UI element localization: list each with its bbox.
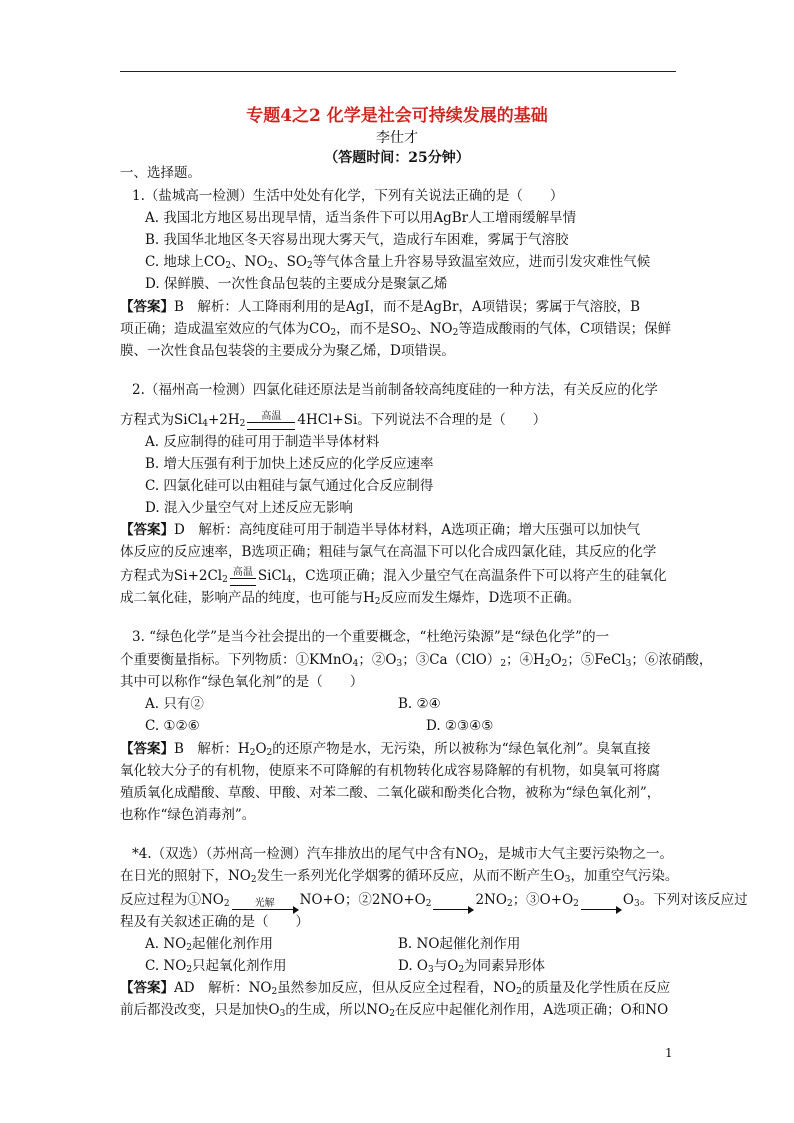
q2-option-c: C. 四氯化硅可以由粗硅与氯气通过化合反应制得 xyxy=(145,478,434,494)
q2-answer-line-4: 成二氧化硅，影响产品的纯度，也可能与$H_2$反应而发生爆炸，D选项不正确。 xyxy=(120,590,581,607)
q2-stem-line-2: 方程式为$SiCl_4+2H_2$ 高温 4HCl+Si。下列说法不合理的是（ ） xyxy=(120,411,547,429)
q1-answer-line-2: 项正确；造成温室效应的气体为$CO_2$，而不是$SO_2$、$NO_2$等造成酸雨的气体，C项错误；保鲜 xyxy=(120,321,672,338)
q3-stem-line-2: 个重要衡量指标。下列物质：①KMnO$_4$；$②O_3$；$③Ca(ClO)_2$；$④H_2O_2$；⑤FeCl$_3$；⑥浓硝酸， xyxy=(120,652,713,669)
q1-option-b: B. 我国华北地区冬天容易出现大雾天气，造成行车困难，雾属于气溶胶 xyxy=(145,232,569,248)
document-title: 专题4之2 化学是社会可持续发展的基础 xyxy=(246,106,548,126)
q3-option-b: B. ②④ xyxy=(398,696,441,712)
q4-reaction-arrow-3 xyxy=(581,899,621,910)
q2-option-a: A. 反应制得的硅可用于制造半导体材料 xyxy=(145,434,380,450)
q1-option-a: A. 我国北方地区易出现旱情，适当条件下可以用AgBr人工增雨缓解旱情 xyxy=(145,210,577,226)
q4-option-b: B. NO起催化剂作用 xyxy=(398,936,521,952)
q4-reaction-arrow-2 xyxy=(433,899,473,910)
q4-stem-line-1: *4.（双选）（苏州高一检测）汽车排放出的尾气中含有$NO_2$，是城市大气主要污染物之一。 xyxy=(132,846,673,863)
q2-option-d: D. 混入少量空气对上述反应无影响 xyxy=(145,500,353,516)
q4-answer-line-1: 【答案】AD 解析：$NO_2$虽然参加反应，但从反应全过程看，$NO_2$的质量及化学性质在反应 xyxy=(120,980,671,997)
author: 李仕才 xyxy=(376,130,418,146)
q1-stem: 1.（盐城高一检测）生活中处处有化学，下列有关说法正确的是（ ） xyxy=(132,188,564,204)
q4-option-c: C. $NO_2$只起氧化剂作用 xyxy=(145,958,287,975)
q4-stem-line-4: 程及有关叙述正确的是（ ） xyxy=(120,914,309,930)
q3-option-a: A. 只有② xyxy=(145,696,204,712)
q3-answer-line-3: 殖质氧化成醋酸、草酸、甲酸、对苯二酸、二氧化碳和酚类化合物，被称为“绿色氧化剂”， xyxy=(120,785,661,801)
q1-option-c: C. 地球上$CO_2$、$NO_2$、$SO_2$等气体含量上升容易导致温室效应，进而引发灾难性气候 xyxy=(145,254,651,271)
q2-answer-line-2: 体反应的反应速率，B选项正确；粗硅与氯气在高温下可以化合成四氯化硅，其反应的化学 xyxy=(120,544,657,560)
q2-answer-condition: 高温 xyxy=(230,568,256,586)
q3-option-d: D. ②③④⑤ xyxy=(426,718,494,734)
q4-option-a: A. $NO_2$起催化剂作用 xyxy=(145,936,273,953)
q1-option-d: D. 保鲜膜、一次性食品包装的主要成分是聚氯乙烯 xyxy=(145,276,448,292)
q3-answer-line-4: 也称作“绿色消毒剂”。 xyxy=(120,807,256,823)
q3-answer-line-1: 【答案】B 解析：$H_2O_2$的还原产物是水，无污染，所以被称为“绿色氧化剂”。臭氧直接 xyxy=(120,741,651,758)
answer-time: （答题时间：25分钟） xyxy=(324,150,470,166)
q3-option-c: C. ①②⑥ xyxy=(145,718,200,734)
q2-stem-line-1: 2.（福州高一检测）四氯化硅还原法是当前制备较高纯度硅的一种方法，有关反应的化学 xyxy=(132,382,658,398)
q2-answer-line-3: 方程式为$Si+2Cl_2$ 高温 SiCl$_4$，C选项正确；混入少量空气在高温条件下可以将产生的硅氧化 xyxy=(120,567,667,585)
q1-answer-line-1: 【答案】B 解析：人工降雨利用的是AgI，而不是AgBr，A项错误；雾属于气溶胶，B xyxy=(120,299,641,315)
q4-photolysis-condition: 光解 xyxy=(232,899,298,910)
q2-option-b: B. 增大压强有利于加快上述反应的化学反应速率 xyxy=(145,456,434,472)
q2-reaction-condition: 高温 xyxy=(247,412,295,430)
q4-stem-line-2: 在日光的照射下，$NO_2$发生一系列光化学烟雾的循环反应，从而不断产生$O_3$，加重空气污染。 xyxy=(120,868,679,885)
q4-option-d: D. $O_3$与$O_2$为同素异形体 xyxy=(398,958,546,975)
header-rule xyxy=(120,71,676,72)
q4-stem-line-3: 反应过程为$①NO_2$ 光解 NO+O；$②2NO+O_2$ $2NO_2$；$③O+O_2$ $O_3$。下列对该反应过 xyxy=(120,892,748,909)
q4-answer-line-2: 前后都没改变，只是加快$O_3$的生成，所以$NO_2$在反应中起催化剂作用，A选项正确；O和NO xyxy=(120,1002,669,1019)
q3-stem-line-1: 3. “绿色化学”是当今社会提出的一个重要概念，“杜绝污染源”是“绿色化学”的一 xyxy=(132,629,610,645)
page-number: 1 xyxy=(665,1046,673,1060)
section-heading: 一、选择题。 xyxy=(120,165,201,181)
q3-answer-line-2: 氧化较大分子的有机物，使原来不可降解的有机物转化成容易降解的有机物，如臭氧可将腐 xyxy=(120,763,660,779)
q3-stem-line-3: 其中可以称作“绿色氧化剂”的是（ ） xyxy=(120,674,364,690)
q1-answer-line-3: 膜、一次性食品包装袋的主要成分为聚乙烯，D项错误。 xyxy=(120,343,455,359)
q2-answer-line-1: 【答案】D 解析：高纯度硅可用于制造半导体材料，A选项正确；增大压强可以加快气 xyxy=(120,522,641,538)
